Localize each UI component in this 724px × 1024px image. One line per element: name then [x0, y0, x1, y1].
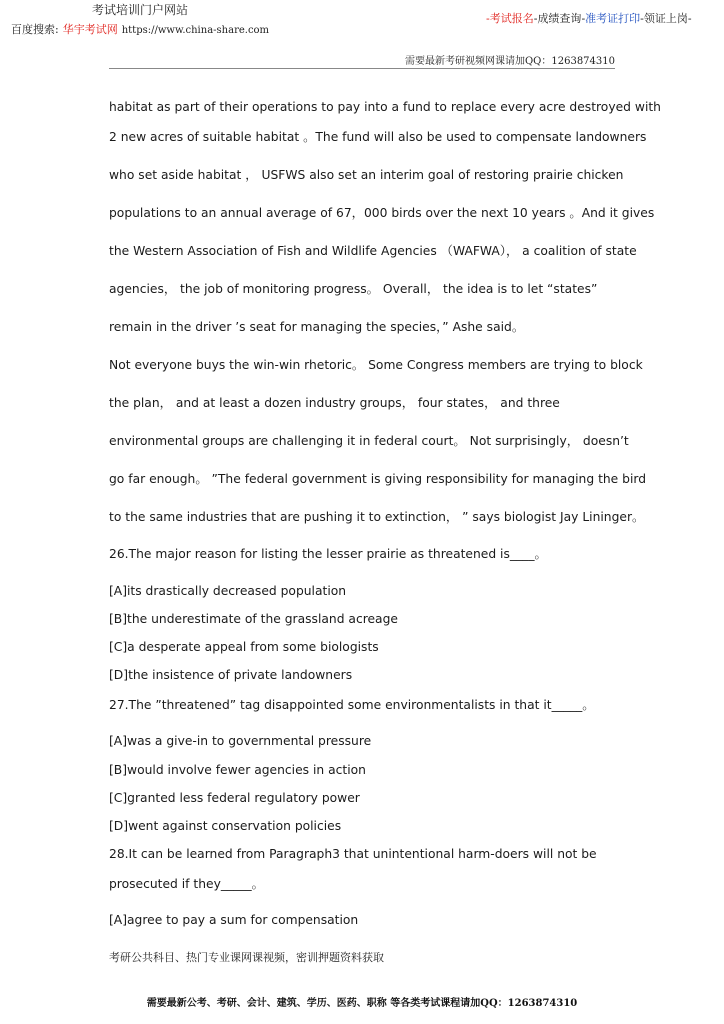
search-hint — [11, 21, 269, 37]
site-title: 考试培训门户网站 — [92, 3, 189, 17]
option-26-d: [D]the insistence of private landowners — [109, 668, 353, 682]
body-line: Not everyone buys the win-win rhetoric。 Some Congress members are trying to block — [109, 358, 643, 372]
body-line: environmental groups are challenging it in federal court。 Not surprisingly， doesn’t — [109, 434, 629, 448]
option-26-c: [C]a desperate appeal from some biologists — [109, 640, 379, 654]
option-27-d: [D]went against conservation policies — [109, 819, 342, 833]
footer-contact: 需要最新公考、考研、会计、建筑、学历、医药、职称 等各类考试课程请加QQ：1263874310 — [146, 998, 578, 1009]
question-27: 27.The ”threatened” tag disappointed some environmentalists in that it_____。 — [109, 698, 595, 712]
body-line: who set aside habitat ， USFWS also set an interim goal of restoring prairie chicken — [109, 168, 624, 182]
search-label: 百度搜索: — [11, 23, 59, 36]
brand-link[interactable]: 华宇考试网 — [62, 23, 118, 36]
nav-trail-dash: - — [687, 12, 692, 25]
body-line: agencies， the job of monitoring progress。 Overall， the idea is to let “states” — [109, 282, 598, 296]
nav-sep-3: - — [640, 12, 644, 25]
nav-lead-dash: - — [486, 12, 490, 25]
header-nav — [486, 10, 692, 26]
nav-sep-2: - — [581, 12, 586, 25]
question-26: 26.The major reason for listing the lesser prairie as threatened is____。 — [109, 547, 547, 561]
body-line: remain in the driver ’s seat for managing the species，” Ashe said。 — [109, 320, 525, 334]
option-27-b: [B]would involve fewer agencies in action — [109, 763, 366, 777]
option-26-b: [B]the underestimate of the grassland acreage — [109, 612, 398, 626]
question-28-cont: prosecuted if they_____。 — [109, 877, 264, 891]
option-27-a: [A]was a give-in to governmental pressure — [109, 734, 372, 748]
body-line: populations to an annual average of 67，000 birds over the next 10 years 。And it gives — [109, 206, 655, 220]
option-28-a: [A]agree to pay a sum for compensation — [109, 913, 359, 927]
option-26-a: [A]its drastically decreased population — [109, 584, 347, 598]
nav-certificate[interactable]: 领证上岗 — [643, 12, 688, 25]
body-line: habitat as part of their operations to pay into a fund to replace every acre destroyed with — [109, 100, 661, 114]
option-27-c: [C]granted less federal regulatory power — [109, 791, 360, 805]
nav-score-query[interactable]: 成绩查询 — [537, 12, 582, 25]
body-line: 2 new acres of suitable habitat 。The fund will also be used to compensate landowners — [109, 130, 647, 144]
body-line: the Western Association of Fish and Wildlife Agencies （WAFWA）， a coalition of state — [109, 244, 637, 258]
nav-admission-print[interactable]: 准考证打印 — [585, 12, 641, 25]
body-line: go far enough。 ”The federal government is giving responsibility for managing the bird — [109, 472, 647, 486]
body-line: to the same industries that are pushing it to extinction， ” says biologist Jay Lininger。 — [109, 510, 645, 524]
nav-sep-1: - — [533, 12, 538, 25]
site-url[interactable]: https://www.china-share.com — [121, 25, 270, 36]
body-line: the plan， and at least a dozen industry groups， four states， and three — [109, 396, 560, 410]
footer-note: 考研公共科目、热门专业课网课视频，密训押题资料获取 — [109, 951, 384, 964]
header-divider — [109, 68, 615, 69]
nav-exam-registration[interactable]: 考试报名 — [489, 12, 534, 25]
contact-line: 需要最新考研视频网课请加QQ：1263874310 — [404, 56, 615, 67]
question-28: 28.It can be learned from Paragraph3 that unintentional harm-doers will not be — [109, 847, 597, 861]
